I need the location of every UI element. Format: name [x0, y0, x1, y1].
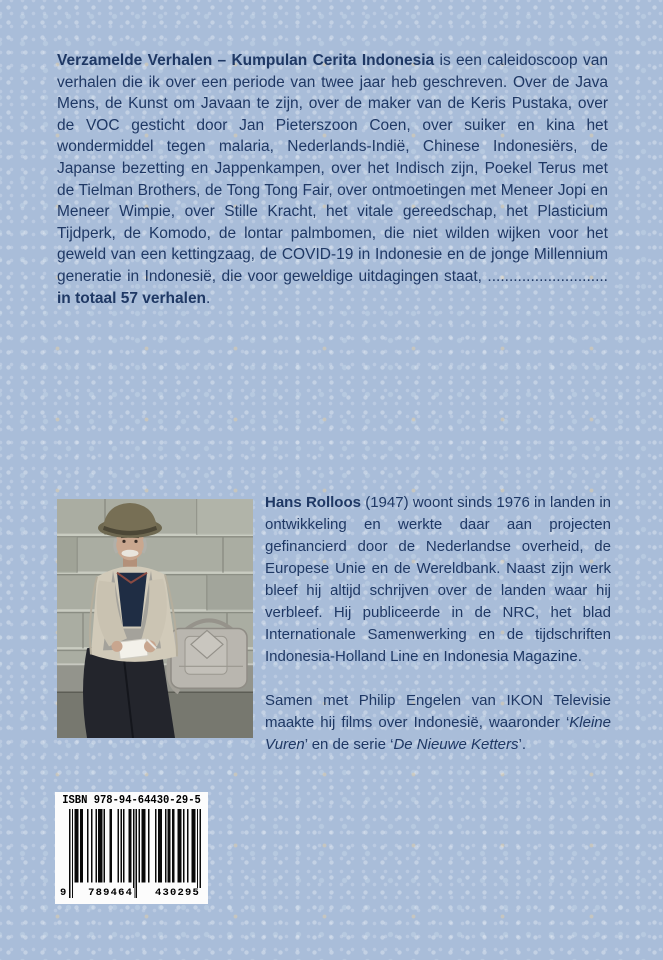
- story-count: in totaal 57 verhalen: [57, 289, 207, 307]
- bio-paragraph-1: Hans Rolloos (1947) woont sinds 1976 in landen in ontwikkeling en werkte daar aan projecten gefinancierd door de Nederlandse overheid, de Europese Unie en de Wereldbank. Naast zijn werk bleef hij altijd schrijven over de landen waar hij verbleef. Hij publiceerde in de NRC, het blad Internationale Samenwerking en de tijdschriften Indonesia-Holland Line en Indonesia Magazine.: [265, 494, 611, 665]
- isbn-barcode: [55, 792, 208, 904]
- synopsis-body: is een caleidoscoop van verhalen die ik over een periode van twee jaar heb geschreven. Over de Java Mens, de Kunst om Javaan te zijn, over de maker van de Keris Pustaka, over de VOC gesticht door Jan Pieterszoon Coen, over suiker en kina het wondermiddel tegen malaria, Nederlands-Indië, Chinese Indonesiërs, de Japanse bezetting en Jappenkampen, over het Indisch zijn, Poekel Terus met de Tielman Brothers, de Tong Tong Fair, over ontmoetingen met Meneer Jopi en Meneer Wimpie, over Stille Kracht, het vitale gereedschap, het Plasticium Tijdperk, de Komodo, de lontar palmbomen, die niet wilden wijken voor het geweld van een kettingzaag, de COVID-19 in Indonesie en de jonge Millennium generatie in Indonesië, die voor geweldige uitdagingen staat,: [57, 52, 608, 285]
- author-name: Hans Rolloos: [265, 494, 361, 511]
- bag-illustration: [169, 620, 247, 692]
- dots-leader: ............................: [487, 267, 608, 285]
- author-photo: [57, 499, 253, 738]
- film-title-2: De Nieuwe Ketters: [393, 736, 519, 753]
- barcode-bars: [60, 809, 201, 899]
- author-section: [57, 492, 610, 762]
- isbn-label: ISBN 978-94-64430-29-5: [62, 794, 201, 808]
- book-title: Verzamelde Verhalen – Kumpulan Cerita Indonesia: [57, 52, 435, 69]
- film-title-1: Kleine Vuren: [265, 714, 611, 753]
- author-bio: [265, 492, 611, 778]
- barcode-digits: 9 789464 430295: [60, 887, 200, 899]
- bio-paragraph-2: Samen met Philip Engelen van IKON Televisie maakte hij films over Indonesië, waaronder ‘Kleine Vuren’ en de serie ‘De Nieuwe Ketters’.: [265, 692, 611, 753]
- synopsis-paragraph: Verzamelde Verhalen – Kumpulan Cerita Indonesia is een caleidoscoop van verhalen die ik over een periode van twee jaar heb geschreven. Over de Java Mens, de Kunst om Javaan te zijn, over de maker van de Keris Pustaka, over de VOC gesticht door Jan Pieterszoon Coen, over suiker en kina het wondermiddel tegen malaria, Nederlands-Indië, Chinese Indonesiërs, de Japanse bezetting en Jappenkampen, over het Indisch zijn, Poekel Terus met de Tielman Brothers, de Tong Tong Fair, over ontmoetingen met Meneer Jopi en Meneer Wimpie, over Stille Kracht, het vitale gereedschap, het Plasticium Tijdperk, de Komodo, de lontar palmbomen, die niet wilden wijken voor het geweld van een kettingzaag, de COVID-19 in Indonesie en de jonge Millennium generatie in Indonesië, die voor geweldige uitdagingen staat, ............................ in totaal 57 verhalen.: [57, 52, 608, 307]
